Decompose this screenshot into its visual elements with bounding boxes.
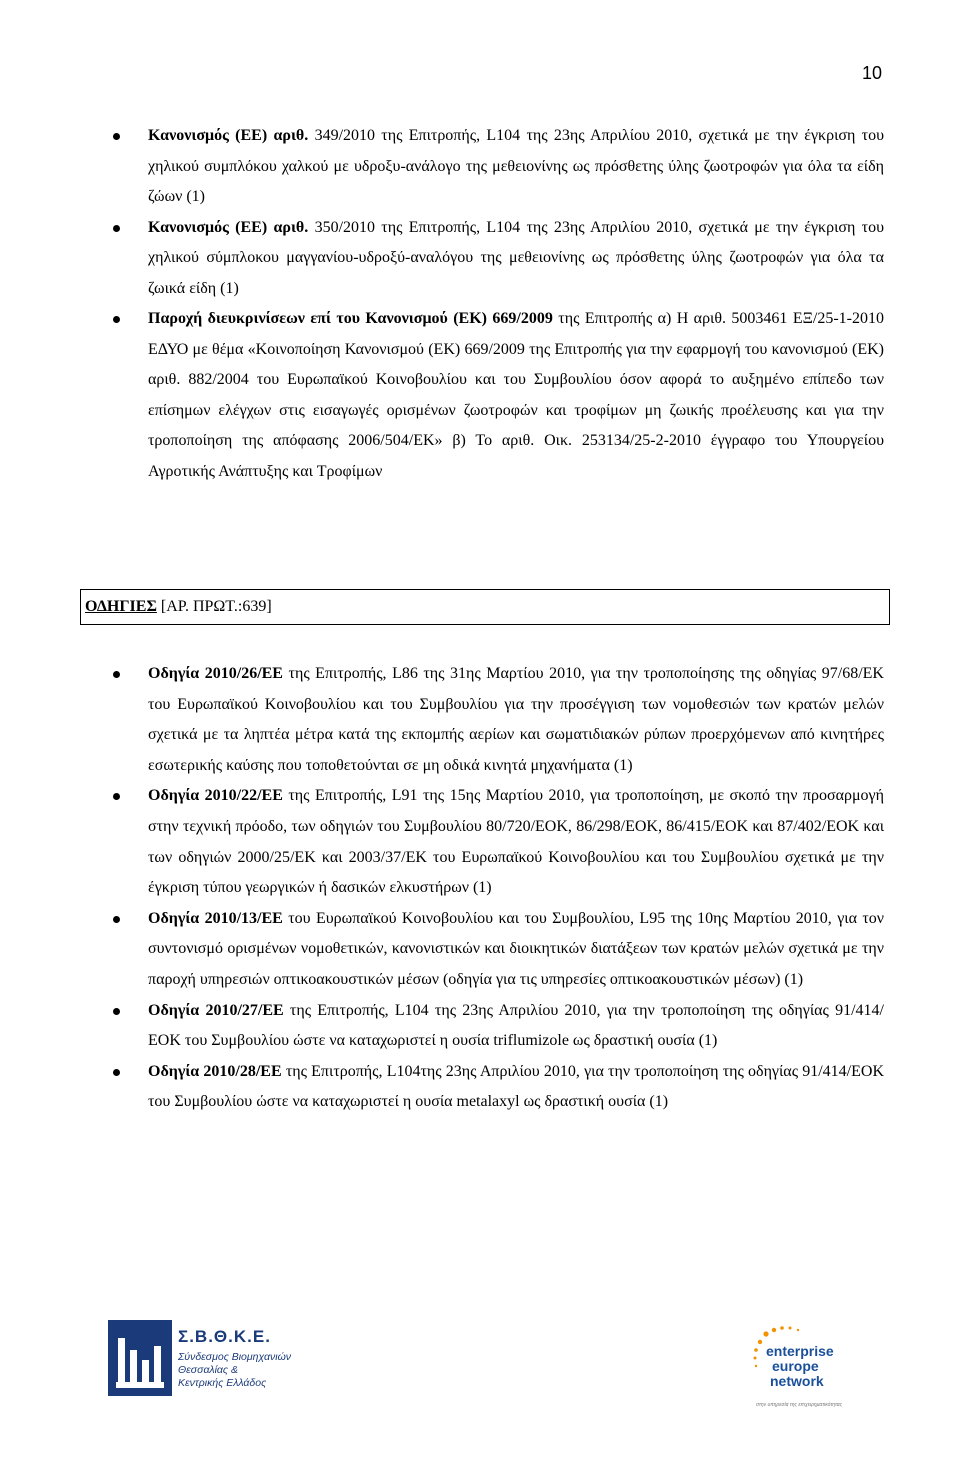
item-heading: Οδηγία 2010/26/ΕΕ xyxy=(148,665,283,682)
logo-title: Σ.Β.Θ.Κ.Ε. xyxy=(178,1327,271,1346)
list-item xyxy=(110,659,884,781)
section-title-underlined: ΟΔΗΓΙΕΣ xyxy=(85,598,157,615)
logo-line3: Κεντρικής Ελλάδος xyxy=(178,1377,267,1389)
list-item xyxy=(110,121,884,213)
item-heading: Οδηγία 2010/27/ΕΕ xyxy=(148,1001,284,1019)
list-item xyxy=(110,781,884,903)
factory-icon xyxy=(108,1320,318,1400)
een-logo xyxy=(752,1322,872,1412)
een-tagline: στην υπηρεσία της επιχειρηματικότητας xyxy=(756,1402,843,1408)
item-heading: Κανονισμός (ΕΕ) αριθ. xyxy=(148,218,309,236)
list-item xyxy=(110,904,884,996)
item-text: της Επιτροπής, L104 της 23ης Απριλίου 2010, για την τροποποίηση της οδηγίας 91/414/ΕΟΚ του Συμβουλίου ώστε να καταχωριστεί η ουσία triflumizole ως δραστική ουσία (1) xyxy=(148,1001,884,1050)
directives-list xyxy=(110,659,884,1118)
svbke-logo xyxy=(108,1320,318,1400)
item-text: της Επιτροπής, L91 της 15ης Μαρτίου 2010, για τροποποίηση, με σκοπό την προσαρμογή στην τεχνική πρόοδο, των οδηγιών του Συμβουλίου 80/720/ΕΟΚ, 86/298/ΕΟΚ, 86/415/ΕΟΚ και 87/402/ΕΟΚ και των οδηγιών 2000/25/ΕΚ και 2003/37/ΕΚ του Ευρωπαϊκού Κοινοβουλίου και του Συμβουλίου σχετικά με την έγκριση τύπου γεωργικών ή δασικών ελκυστήρων (1) xyxy=(148,787,884,897)
logo-line1: Σύνδεσμος Βιομηχανιών xyxy=(178,1351,292,1363)
list-item xyxy=(110,213,884,305)
page-number: 10 xyxy=(861,63,882,83)
item-text: της Επιτροπής, L104της 23ης Απριλίου 2010, για την τροποποίηση της οδηγίας 91/414/ΕΟΚ του Συμβουλίου ώστε να καταχωριστεί η ουσία metalaxyl ως δραστική ουσία (1) xyxy=(148,1062,884,1111)
item-heading: Κανονισμός (ΕΕ) αριθ. xyxy=(148,127,309,144)
logo-line2: Θεσσαλίας & xyxy=(178,1364,238,1376)
list-item xyxy=(110,1057,884,1118)
item-heading: Οδηγία 2010/28/ΕΕ xyxy=(148,1062,282,1080)
star-burst-icon xyxy=(752,1322,872,1412)
item-text: 349/2010 της Επιτροπής, L104 της 23ης Απριλίου 2010, σχετικά με την έγκριση του χηλικού συμπλόκου χαλκού με υδροξυ-ανάλογο της μεθειονίνης ως πρόσθετης ύλης ζωοτροφών για όλα τα είδη ζώων (1) xyxy=(148,127,885,205)
item-text: της Επιτροπής α) Η αριθ. 5003461 ΕΞ/25-1-2010 ΕΔΥΟ με θέμα «Κοινοποίηση Κανονισμού (ΕΚ) 669/2009 της Επιτροπής για την εφαρμογή του κανονισμού (ΕΚ) αριθ. 882/2004 του Ευρωπαϊκού Κοινοβουλίου και του Συμβουλίου όσον αφορά το αυξημένο επίπεδο των επίσημων ελέγχων στις εισαγωγές ορισμένων ζωοτροφών και τροφίμων μη ζωικής προέλευσης και για την τροποποίηση της απόφασης 2006/504/ΕΚ» β) Το αριθ. Οικ. 253134/25-2-2010 έγγραφο του Υπουργείου Αγροτικής Ανάπτυξης και Τροφίμων xyxy=(148,310,885,480)
list-item xyxy=(110,304,884,487)
section-title-rest: [ΑΡ. ΠΡΩΤ.:639] xyxy=(156,598,272,615)
item-text: του Ευρωπαϊκού Κοινοβουλίου και του Συμβουλίου, L95 της 10ης Μαρτίου 2010, για τον συντονισμό ορισμένων νομοθετικών, κανονιστικών και διοικητικών διατάξεων των κρατών μελών σχετικά με την παροχή υπηρεσιών οπτικοακουστικών μέσων (οδηγία για τις υπηρεσίες οπτικοακουστικών μέσων) (1) xyxy=(148,909,884,988)
item-heading: Οδηγία 2010/13/ΕΕ xyxy=(148,909,283,927)
item-heading: Παροχή διευκρινίσεων επί του Κανονισμού (ΕΚ) 669/2009 xyxy=(148,310,553,327)
een-line3: network xyxy=(770,1373,824,1389)
item-text: 350/2010 της Επιτροπής, L104 της 23ης Απριλίου 2010, σχετικά με την έγκριση του χηλικού σύμπλοκου μαγγανίου-υδροξύ-αναλόγου της μεθειονίνης ως πρόσθετης ύλης ζωοτροφών για όλα τα ζωικά είδη (1) xyxy=(148,218,885,297)
een-line2: europe xyxy=(772,1358,819,1374)
item-heading: Οδηγία 2010/22/ΕΕ xyxy=(148,787,283,805)
item-text: της Επιτροπής, L86 της 31ης Μαρτίου 2010, για την τροποποίησης της οδηγίας 97/68/ΕΚ του Ευρωπαϊκού Κοινοβουλίου και του Συμβουλίου για την προσέγγιση των νομοθεσιών των κρατών μελών σχετικά με τα ληπτέα μέτρα κατά της εκπομπής αερίων και σωματιδιακών ρύπων προερχόμενων από κινητήρες εσωτερικής καύσης που τοποθετούνται σε μη οδικά κινητά μηχανήματα (1) xyxy=(148,665,884,774)
een-line1: enterprise xyxy=(766,1343,834,1359)
list-item xyxy=(110,996,884,1057)
section-title xyxy=(85,598,272,616)
regulations-list xyxy=(110,121,884,487)
